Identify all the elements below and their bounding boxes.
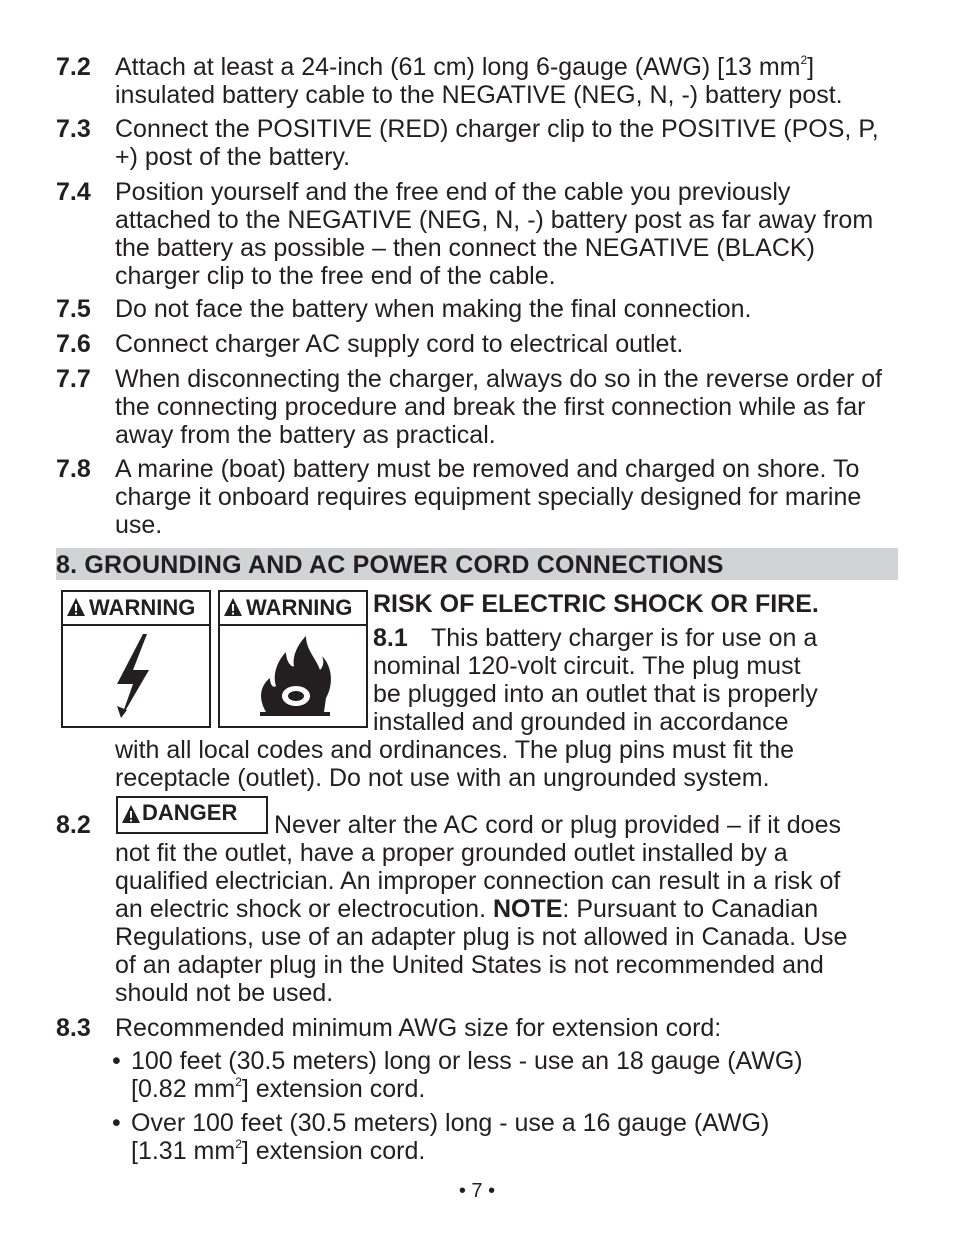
step-number: 7.3 bbox=[56, 115, 91, 143]
step-text: Connect the POSITIVE (RED) charger clip to the POSITIVE (POS, P, +) post of the battery. bbox=[115, 115, 879, 171]
step-7-4 bbox=[56, 178, 906, 290]
fire-icon bbox=[220, 626, 366, 726]
step-7-3 bbox=[56, 115, 906, 171]
warning-header bbox=[63, 592, 209, 626]
step-text bbox=[115, 53, 905, 109]
list-item-line: [0.82 mm bbox=[131, 1075, 236, 1103]
step-number-8-1: 8.1 bbox=[373, 624, 408, 652]
step-8-2-line: not fit the outlet, have a proper grounded outlet installed by a bbox=[115, 839, 788, 867]
list-item-line: ] extension cord. bbox=[241, 1075, 426, 1103]
danger-text: DANGER bbox=[142, 800, 238, 825]
step-text: A marine (boat) battery must be removed and charged on shore. To charge it onboard requires equipment specially designed for marine use. bbox=[115, 455, 862, 539]
step-number: 7.8 bbox=[56, 455, 91, 483]
step-text: Do not face the battery when making the final connection. bbox=[115, 295, 752, 323]
step-8-2-line: Never alter the AC cord or plug provided – if it does bbox=[274, 811, 841, 839]
step-number: 7.4 bbox=[56, 178, 91, 206]
step-text: Connect charger AC supply cord to electrical outlet. bbox=[115, 330, 684, 358]
list-item-line: Over 100 feet (30.5 meters) long - use a 16 gauge (AWG) bbox=[131, 1109, 770, 1137]
warning-label-fire bbox=[218, 590, 368, 728]
page-number: • 7 • bbox=[458, 1180, 496, 1202]
step-8-2-line: qualified electrician. An improper connection can result in a risk of bbox=[115, 867, 841, 895]
step-8-2-text: : Pursuant to Canadian bbox=[562, 895, 819, 923]
step-7-5 bbox=[56, 295, 906, 323]
step-8-1-line: be plugged into an outlet that is properly bbox=[373, 680, 818, 708]
step-8-1-line: receptacle (outlet). Do not use with an ungrounded system. bbox=[115, 764, 770, 792]
danger-label bbox=[116, 796, 268, 834]
bullet-dot: • bbox=[112, 1109, 121, 1137]
list-item-text bbox=[131, 1047, 901, 1103]
list-item-line: 100 feet (30.5 meters) long or less - use an 18 gauge (AWG) bbox=[131, 1047, 803, 1075]
warning-header bbox=[220, 592, 366, 626]
list-item-line: [1.31 mm bbox=[131, 1137, 236, 1165]
section-heading-bar bbox=[56, 548, 898, 580]
warning-triangle-icon bbox=[223, 597, 243, 617]
step-7-8 bbox=[56, 455, 906, 539]
warning-label-shock bbox=[61, 590, 211, 728]
superscript: 2 bbox=[235, 1074, 242, 1089]
step-text-line: insulated battery cable to the NEGATIVE (NEG, N, -) battery post. bbox=[115, 81, 843, 109]
step-number: 7.5 bbox=[56, 295, 91, 323]
step-text: Recommended minimum AWG size for extension cord: bbox=[115, 1014, 722, 1042]
superscript: 2 bbox=[235, 1136, 242, 1151]
warning-text: WARNING bbox=[89, 595, 196, 620]
list-item-line: ] extension cord. bbox=[241, 1137, 426, 1165]
bullet-dot: • bbox=[112, 1047, 121, 1075]
warning-text: WARNING bbox=[246, 595, 353, 620]
step-7-6 bbox=[56, 330, 906, 358]
list-item-text bbox=[131, 1109, 901, 1165]
warning-triangle-icon bbox=[66, 597, 86, 617]
risk-heading: RISK OF ELECTRIC SHOCK OR FIRE. bbox=[373, 590, 819, 618]
step-text: Position yourself and the free end of the cable you previously attached to the NEGATIVE (NEG, N, -) battery post as far away from the battery as possible – then connect the NEGATIVE (BLACK) charger clip to the free end of the cable. bbox=[115, 178, 874, 290]
step-8-1-line: with all local codes and ordinances. The plug pins must fit the bbox=[115, 736, 795, 764]
step-8-2-line: should not be used. bbox=[115, 979, 334, 1007]
superscript: 2 bbox=[800, 52, 808, 67]
step-text-line: Attach at least a 24-inch (61 cm) long 6-gauge (AWG) [13 mm bbox=[115, 53, 801, 81]
step-7-2 bbox=[56, 53, 906, 109]
step-8-3 bbox=[56, 1014, 906, 1042]
step-number-8-2: 8.2 bbox=[56, 811, 91, 839]
step-8-2-text: an electric shock or electrocution. bbox=[115, 895, 493, 923]
step-number: 8.3 bbox=[56, 1014, 91, 1042]
note-label: NOTE bbox=[492, 895, 563, 923]
step-8-1-line: nominal 120-volt circuit. The plug must bbox=[373, 652, 801, 680]
step-number: 7.6 bbox=[56, 330, 91, 358]
electric-shock-icon bbox=[63, 626, 209, 726]
step-text-line: ] bbox=[807, 53, 815, 81]
danger-triangle-icon bbox=[121, 804, 141, 824]
step-8-2-line bbox=[115, 895, 818, 923]
step-8-1-line: This battery charger is for use on a bbox=[431, 624, 818, 652]
step-7-7 bbox=[56, 365, 906, 449]
step-number: 7.7 bbox=[56, 365, 91, 393]
step-number: 7.2 bbox=[56, 53, 91, 81]
list-item bbox=[112, 1047, 902, 1103]
step-text: When disconnecting the charger, always do so in the reverse order of the connecting procedure and break the first connection while as far away from the battery as practical. bbox=[115, 365, 883, 449]
section-title: 8. GROUNDING AND AC POWER CORD CONNECTIONS bbox=[56, 551, 724, 579]
list-item bbox=[112, 1109, 902, 1165]
step-8-1-line: installed and grounded in accordance bbox=[373, 708, 789, 736]
step-8-2-line: of an adapter plug in the United States is not recommended and bbox=[115, 951, 824, 979]
step-8-2-line: Regulations, use of an adapter plug is not allowed in Canada. Use bbox=[115, 923, 848, 951]
